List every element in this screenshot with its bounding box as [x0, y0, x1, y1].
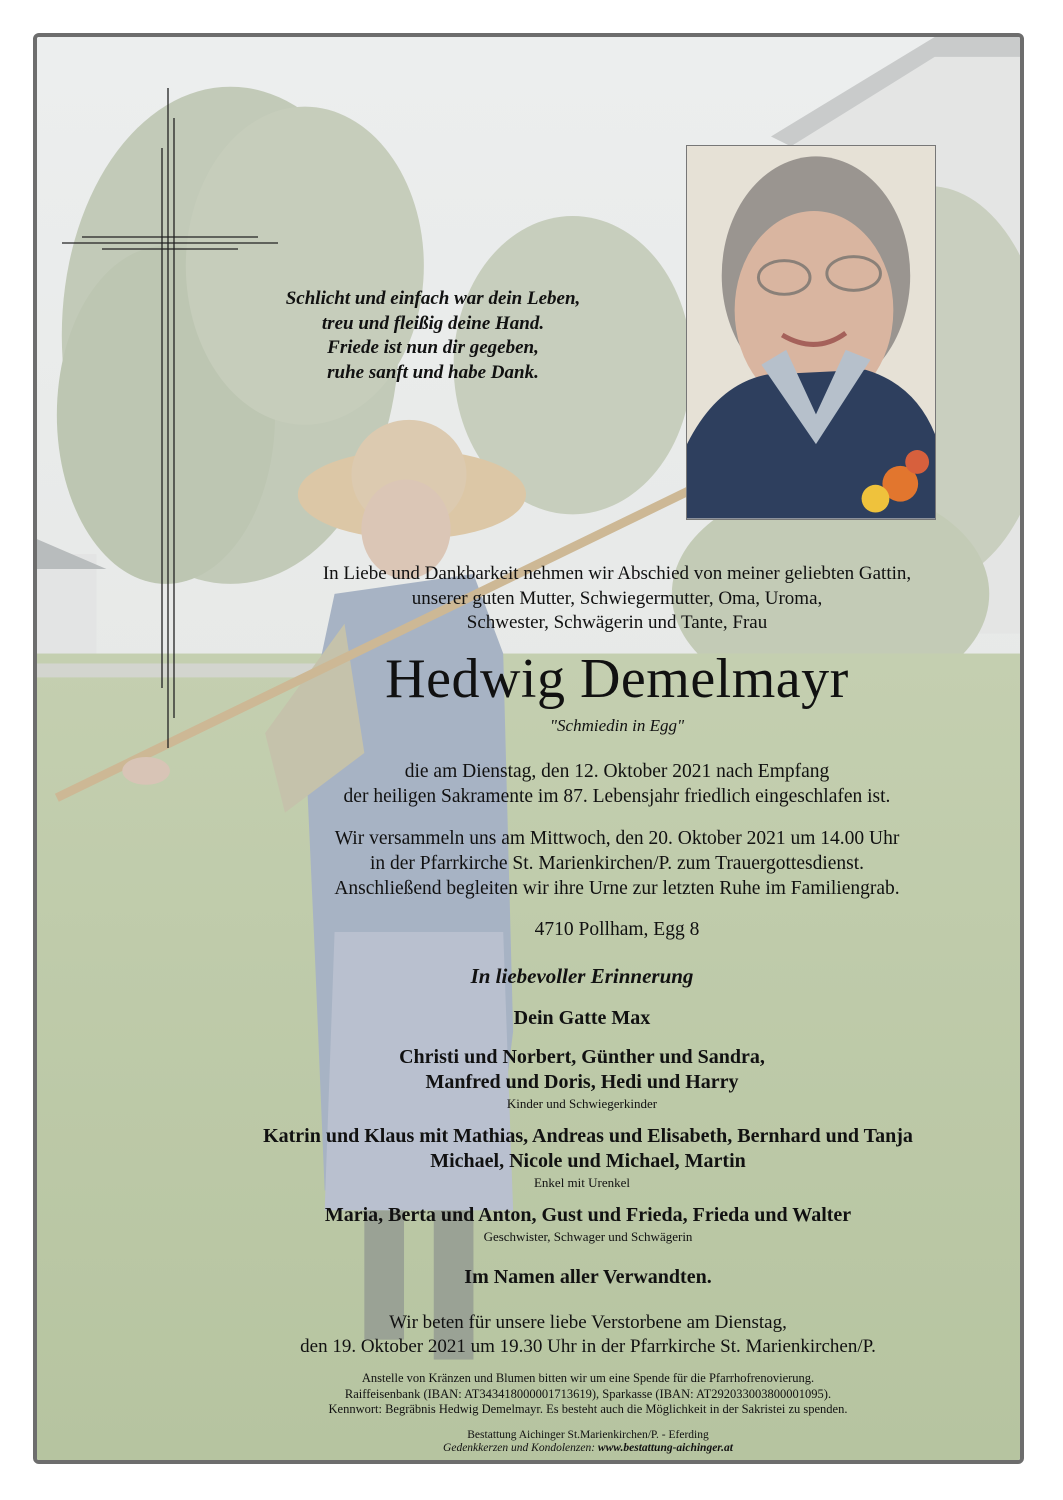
- condolence-line: [121, 1442, 1055, 1455]
- prayer-notice: [121, 1311, 1055, 1359]
- children-line: Christi und Norbert, Günther und Sandra,: [399, 1046, 765, 1068]
- funeral-notice: [150, 826, 1063, 901]
- intro-line: Schwester, Schwägerin und Tante, Frau: [466, 612, 768, 633]
- undertaker-name: Bestattung Aichinger St.Marienkirchen/P. - Eferding: [467, 1429, 709, 1441]
- deceased-nickname: "Schmiedin in Egg": [549, 716, 685, 735]
- poem-line: Friede ist nun dir gegeben,: [327, 337, 539, 358]
- funeral-line: in der Pfarrkirche St. Marienkirchen/P. zum Trauergottesdienst.: [369, 853, 865, 874]
- condolence-link[interactable]: www.bestattung-aichinger.at: [597, 1442, 733, 1454]
- portrait-photo: [686, 145, 936, 520]
- donation-line: Kennwort: Begräbnis Hedwig Demelmayr. Es besteht auch die Möglichkeit in der Sakristei zu spenden.: [328, 1402, 848, 1416]
- prayer-line: Wir beten für unsere liebe Verstorbene am Dienstag,: [389, 1312, 787, 1333]
- grandchildren-line: Michael, Nicole und Michael, Martin: [430, 1150, 746, 1172]
- condolence-label: Gedenkkerzen und Kondolenzen:: [443, 1442, 598, 1454]
- poem-line: ruhe sanft und habe Dank.: [327, 361, 539, 383]
- undertaker-info: [121, 1429, 1055, 1455]
- deceased-name: Hedwig Demelmayr: [385, 648, 849, 710]
- grandchildren-caption: Enkel mit Urenkel: [533, 1175, 631, 1190]
- donation-line: Raiffeisenbank (IBAN: AT343418000001713619), Sparkasse (IBAN: AT292033003800001095).: [344, 1386, 832, 1401]
- children-names: [115, 1045, 1049, 1095]
- intro-line: unserer guten Mutter, Schwiegermutter, Oma, Uroma,: [411, 587, 823, 609]
- siblings-names: Maria, Berta und Anton, Gust und Frieda, Frieda und Walter: [324, 1204, 852, 1226]
- intro-line: In Liebe und Dankbarkeit nehmen wir Abschied von meiner geliebten Gattin,: [322, 563, 912, 584]
- poem-line: Schlicht und einfach war dein Leben,: [285, 288, 581, 309]
- death-notice: [150, 759, 1063, 809]
- poem-line: treu und fleißig deine Hand.: [321, 312, 545, 334]
- siblings-caption: Geschwister, Schwager und Schwägerin: [483, 1229, 693, 1244]
- intro-text: [150, 562, 1063, 636]
- children-caption: Kinder und Schwiegerkinder: [506, 1096, 658, 1111]
- memorial-poem: [218, 287, 648, 385]
- children-line: Manfred und Doris, Hedi und Harry: [425, 1071, 739, 1093]
- address: 4710 Pollham, Egg 8: [534, 919, 700, 940]
- grandchildren-names: [121, 1124, 1055, 1174]
- grandchildren-line: Katrin und Klaus mit Mathias, Andreas und Elisabeth, Bernhard und Tanja: [263, 1125, 913, 1147]
- donation-line: Anstelle von Kränzen und Blumen bitten wir um eine Spende für die Pfarrhofrenovierung.: [361, 1371, 815, 1385]
- husband-line: Dein Gatte Max: [513, 1007, 651, 1029]
- death-line: die am Dienstag, den 12. Oktober 2021 nach Empfang: [404, 761, 830, 782]
- funeral-line: Anschließend begleiten wir ihre Urne zur letzten Ruhe im Familiengrab.: [334, 878, 900, 899]
- prayer-line: den 19. Oktober 2021 um 19.30 Uhr in der Pfarrkirche St. Marienkirchen/P.: [300, 1336, 876, 1357]
- funeral-line: Wir versammeln uns am Mittwoch, den 20. Oktober 2021 um 14.00 Uhr: [334, 828, 900, 849]
- relatives-line: Im Namen aller Verwandten.: [464, 1266, 712, 1288]
- memory-heading: In liebevoller Erinnerung: [470, 964, 694, 988]
- donation-notice: [121, 1371, 1055, 1418]
- death-line: der heiligen Sakramente im 87. Lebensjahr friedlich eingeschlafen ist.: [343, 786, 891, 807]
